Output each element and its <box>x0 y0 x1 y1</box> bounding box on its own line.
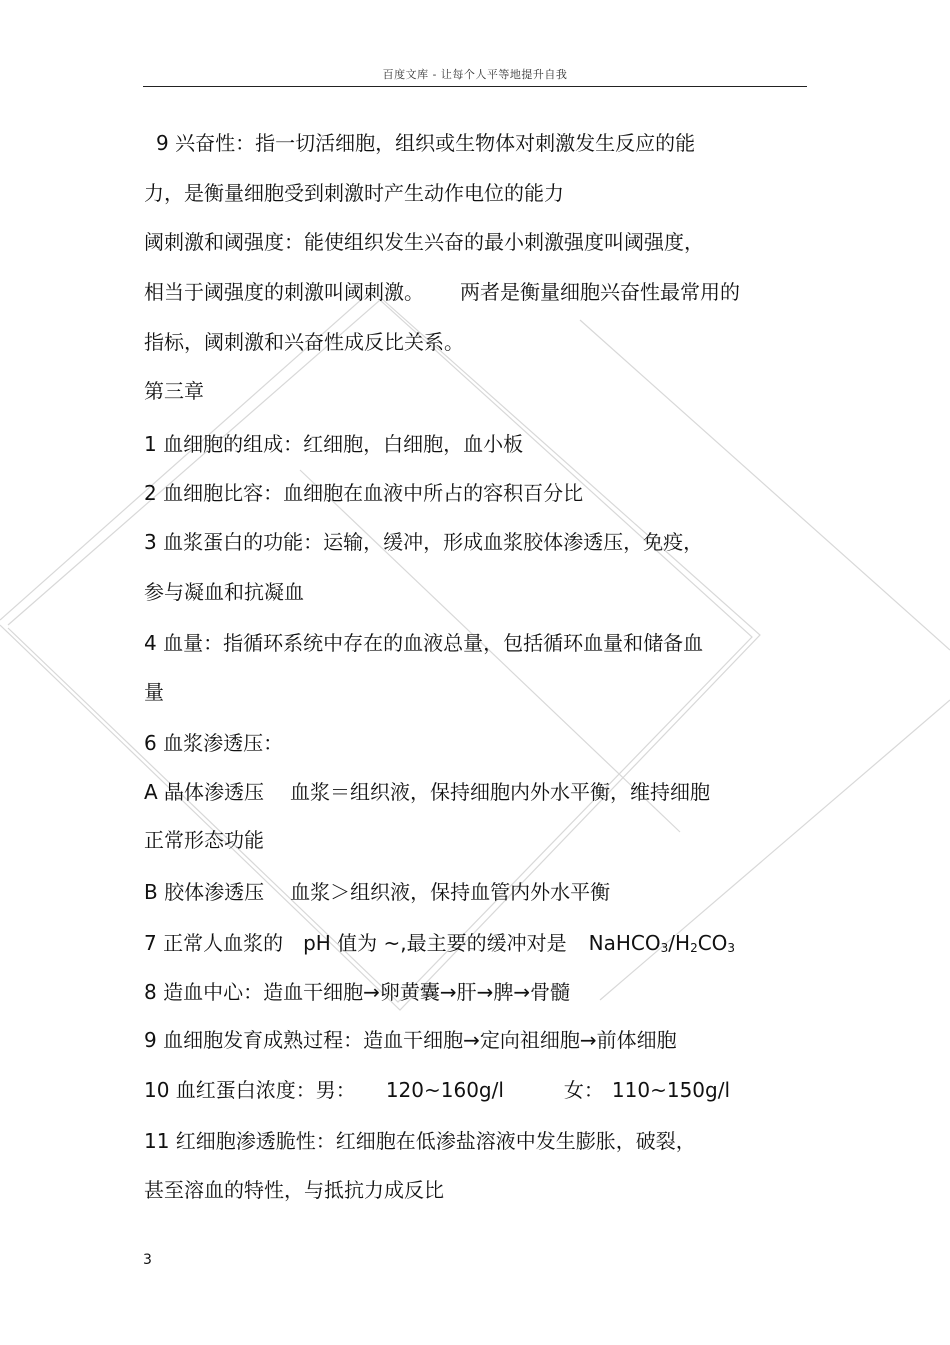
text-line: 正常形态功能 <box>144 828 264 852</box>
text-line: 量 <box>144 680 164 704</box>
text-line: 3 血浆蛋白的功能：运输，缓冲，形成血浆胶体渗透压，免疫， <box>144 530 704 554</box>
text-segment: 7 正常人血浆的 <box>144 931 284 955</box>
section-heading: 第三章 <box>144 379 204 403</box>
text-line: 阈刺激和阈强度：能使组织发生兴奋的最小刺激强度叫阈强度， <box>144 230 704 254</box>
page-header: 百度文库 - 让每个人平等地提升自我 <box>382 68 568 81</box>
text-segment: A 晶体渗透压 <box>144 780 265 804</box>
subscript: 3 <box>727 941 736 955</box>
text-line: 9 兴奋性：指一切活细胞，组织或生物体对刺激发生反应的能 <box>156 131 696 155</box>
text-segment: 110~150g/l <box>611 1078 731 1102</box>
text-segment: 120~160g/l <box>385 1078 504 1102</box>
page-number: 3 <box>143 1252 152 1268</box>
text-line: 2 血细胞比容：血细胞在血液中所占的容积百分比 <box>144 481 584 505</box>
text-line: 6 血浆渗透压： <box>144 731 284 755</box>
text-segment: 相当于阈强度的刺激叫阈刺激。 <box>144 280 424 304</box>
text-line <box>144 880 610 904</box>
header-divider <box>143 86 807 87</box>
text-line: 甚至溶血的特性，与抵抗力成反比 <box>144 1178 444 1202</box>
subscript: 3 <box>660 941 669 955</box>
text-segment: 血浆＞组织液，保持血管内外水平衡 <box>290 880 611 904</box>
subscript: 2 <box>690 941 698 955</box>
text-line: 参与凝血和抗凝血 <box>144 580 304 604</box>
text-segment: 10 血红蛋白浓度：男： <box>144 1078 356 1102</box>
text-line <box>144 931 735 960</box>
text-line: 11 红细胞渗透脆性：红细胞在低渗盐溶液中发生膨胀，破裂， <box>144 1129 696 1153</box>
text-line: 4 血量：指循环系统中存在的血液总量，包括循环血量和储备血 <box>144 631 704 655</box>
text-line <box>144 280 740 304</box>
text-line: 9 血细胞发育成熟过程：造血干细胞→定向祖细胞→前体细胞 <box>144 1028 677 1052</box>
formula: NaHCO <box>588 931 661 955</box>
text-line: 1 血细胞的组成：红细胞，白细胞，血小板 <box>144 432 524 456</box>
text-line <box>144 780 710 804</box>
text-segment: pH 值为 ~,最主要的缓冲对是 <box>303 931 567 955</box>
text-segment: 女： <box>563 1078 604 1102</box>
text-line: 指标，阈刺激和兴奋性成反比关系。 <box>144 330 464 354</box>
text-line <box>144 1078 730 1102</box>
formula: /H <box>668 931 691 955</box>
text-segment: B 胶体渗透压 <box>144 880 265 904</box>
text-segment: 两者是衡量细胞兴奋性最常用的 <box>460 280 740 304</box>
text-segment: 血浆＝组织液，保持细胞内外水平衡，维持细胞 <box>290 780 711 804</box>
text-line: 力，是衡量细胞受到刺激时产生动作电位的能力 <box>144 181 564 205</box>
formula: CO <box>697 931 728 955</box>
text-line: 8 造血中心：造血干细胞→卵黄囊→肝→脾→骨髓 <box>144 980 571 1004</box>
